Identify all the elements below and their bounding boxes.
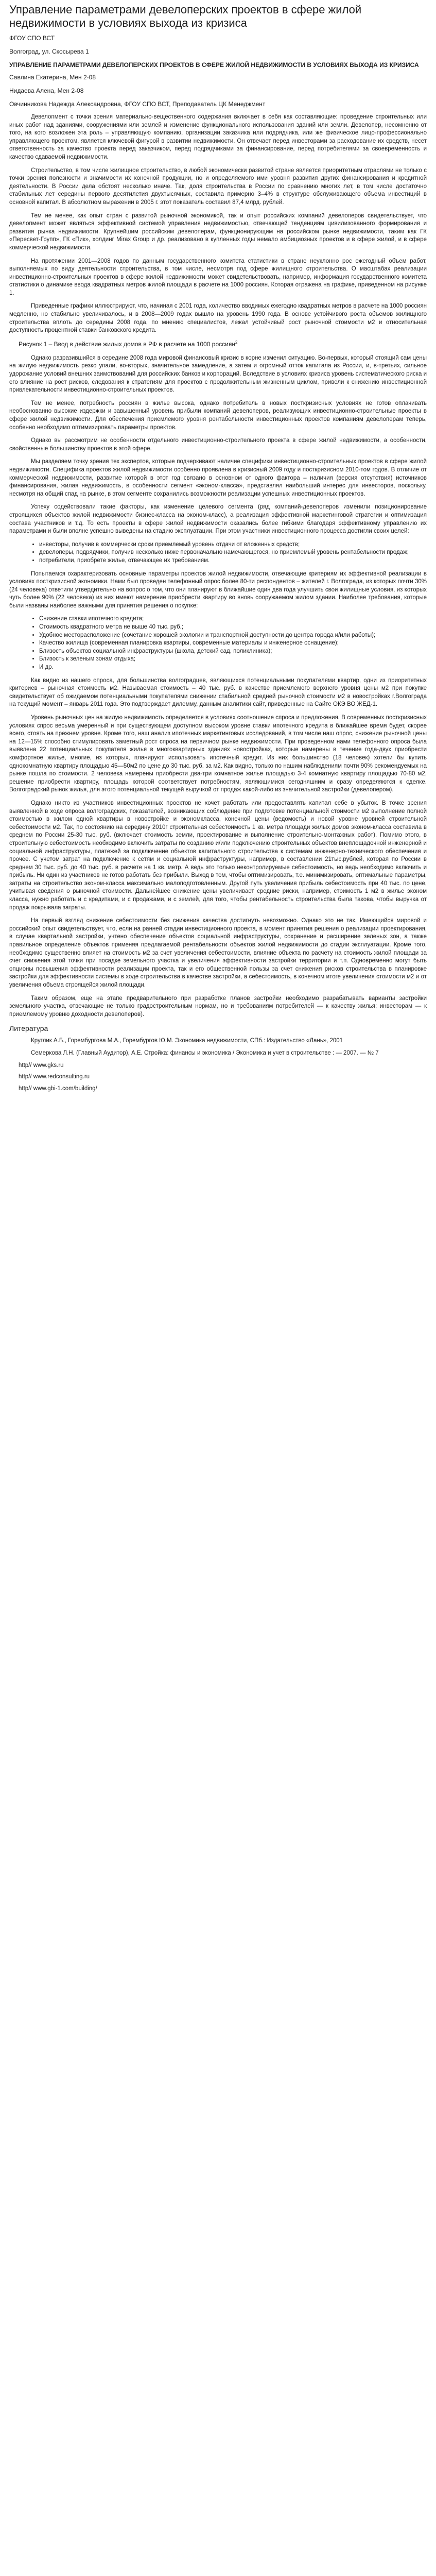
list-item: • Удобное месторасположение (сочетание хорошей экологии и транспортной доступности до центра города и/или работы); xyxy=(39,632,427,640)
list-item: • инвесторы, получив в коммерчески сроки приемлемый уровень отдачи от вложенных средств; xyxy=(39,541,427,549)
reference-link[interactable]: http// www.redconsulting.ru xyxy=(19,1074,90,1080)
paragraph: На протяжении 2001—2008 годов по данным государственного комитета статистики в стране неуклонно рос ежегодный объем работ, выполняемых по виду деятельности строительства, в том числе, несмотря под сфере жилищного строительства. О масштабах реализации инвестиционно-строительных проектов в сфере жилой недвижимости может свидетельствовать, например, информация государственного комитета статистики о динамике ввода квадратных метров жилой площади в расчете на 1000 россиян. Которая отражена на графике, приведенном на рисунке 1. xyxy=(9,258,427,296)
supervisor: Овчинникова Надежда Александровна, ФГОУ СПО ВСТ, Преподаватель ЦК Менеджмент xyxy=(9,100,266,108)
list-item: • Качество жилища (современная планировка квартиры, современные материалы и инженерное оснащение); xyxy=(39,639,427,648)
paragraph: Однако разразившийся в середине 2008 года мировой финансовый кризис в корне изменил ситуацию. Во-первых, который стоящий сам цены на жилую недвижимость резко упали, во-вторых, значительное замедление, а затем и огромный отток капитала из России, и, в-третьих, сильное удорожание условий внешних заимствований для российских банков и корпораций. Вследствие в условиях кризиса уровень систематического риска и его влияние на рост рисков, следования к стратегиям для проектов с продолжительным жизненным циклом, привели к снижению инвестиционной привлекательности инвестиционно-строительных проектов. xyxy=(9,354,427,394)
address: Волгоград, ул. Скосырева 1 xyxy=(9,48,89,55)
paragraph: Однако вы рассмотрим не особенности отдельного инвестиционно-строительного проекта в сфере жилой недвижимости, а особенности, свойственные большинству проектов в этой сфере. xyxy=(9,437,427,452)
paragraph: Тем не менее, потребность россиян в жилье высока, однако потребитель в новых посткризисных условиях не готов оплачивать необоснованно высокие издержки и завышенный уровень прибыли компаний девелоперов, реализующих инвестиционно-строительные проекты в сфере жилой недвижимости. Для обеспечения приемлемого уровня рентабельности инвестиционных проектов компаниям девелоперам теперь, особенно необходимо оптимизировать параметры проектов. xyxy=(9,400,427,431)
paragraph: На первый взгляд снижение себестоимости без снижения качества достигнуть невозможно. Однако это не так. Имеющийся мировой и российский опыт свидетельствует, что, если на ранней стадии инвестиционного проекта, в момент принятия решения о реализации проектирования, в случае квартальной застройки, учтено обеспечение объектов социальной инфраструктуры, сохранение и расширение зеленых зон, а также правильное определение объектов применяя предлагаемой рентабельности объектов жилой недвижимости до стадии эксплуатации. Кроме того, необходимо существенно влияет на стоимость м2 за счет увеличения себестоимости, влияние объекта по расчету на стоимость жилой площади за счет снижения этой точки при посадке земельного участка и увеличения эффективности застройки территории и т.п. Одновременно могут быть опционы повышения эффективности реализации проекта, так и его общественной пользы за счет снижения рисков строительства в планировке застройки для эффективности системы в ходе строительства в качестве застройки, а себестоимость, в конечном итоге увеличения стоимости м2 и от увеличения объема строящейся жилой площади. xyxy=(9,918,427,988)
footnote-marker: 2 xyxy=(235,340,238,345)
figure-caption xyxy=(9,340,427,348)
reference-item: Круглик А.Б., Горембургова М.А., Горембургов Ю.М. Экономика недвижимости, СПб.: Издательство «Лань», 2001 xyxy=(31,1038,343,1044)
institution: ФГОУ СПО ВСТ xyxy=(9,35,55,42)
figure-caption-text: Рисунок 1 – Ввод в действие жилых домов в РФ в расчете на 1000 россиян xyxy=(19,340,235,348)
reference-item: Семеркова Л.Н. (Главный Аудитор), А.Е. Стройка: финансы и экономика / Экономика и учет в строительстве : — 2007. — № 7 xyxy=(31,1049,379,1056)
author-1: Савлина Екатерина, Мен 2-08 xyxy=(9,74,96,81)
list-item: • потребители, приобрете жилье, отвечающее их требованиям. xyxy=(39,557,427,565)
paragraph: Попытаемся охарактеризовать основные параметры проектов жилой недвижимости, отвечающие критериям их эффективной реализации в условиях посткризисной экономики. Нами был проведен телефонный опрос более 80-ти респондентов – жителей г. Волгограда, из которых почти 30% (24 человека) ответили утвердительно на вопрос о том, что они планируют в ближайшие один два года улучшить свои жилищные условия, из которых чуть более 90% (22 человека) из них имеют намерение приобрести квартиру во вновь сооружаемом жилом здании. Наиболее требования, которые были названы наиболее важными для принятия решения о покупке: xyxy=(9,570,427,609)
author-2: Нидаева Алена, Мен 2-08 xyxy=(9,87,84,94)
paragraph: Мы разделяем точку зрения тех экспертов, которые подчеркивают наличие специфики инвестиционно-строительных проектов в сфере жилой недвижимости. Специфика проектов жилой недвижимости особенно проявлена в кризисный 2009 году и посткризисном 2010-том годов. В отличие от коммерческой недвижимости, развитие которой в этот год связано в основном от одного фактора – наличия (версия отсутствия) источников финансирования, жилая недвижимость, в особенности сегмент «эконом-класса», представлял наибольший интерес для инвесторов, поскольку, несмотря на общий спад на рынке, в этом сегменте сохранились возможности реализации успешных инвестиционных проектов. xyxy=(9,459,427,497)
list-item: • девелоперы, подрядчики, получив несколько ниже первоначально намечающегося, но приемлемый уровень рентабельности продаж; xyxy=(39,549,427,557)
reference-link[interactable]: http// www.gks.ru xyxy=(19,1062,64,1069)
article xyxy=(0,0,436,1093)
article-heading: УПРАВЛЕНИЕ ПАРАМЕТРАМИ ДЕВЕЛОПЕРСКИХ ПРОЕКТОВ В СФЕРЕ ЖИЛОЙ НЕДВИЖИМОСТИ В УСЛОВИЯХ ВЫХОДА ИЗ КРИЗИСА xyxy=(9,61,419,69)
criteria-list xyxy=(9,615,427,671)
list-item: • И др. xyxy=(39,664,427,672)
page-title: Управление параметрами девелоперских проектов в сфере жилой недвижимости в условиях выхода из кризиса xyxy=(9,3,362,29)
list-item: • Близость к зеленым зонам отдыха; xyxy=(39,655,427,664)
list-item: • Снижение ставки ипотечного кредита; xyxy=(39,615,427,623)
paragraph: Тем не менее, как опыт стран с развитой рыночной экономикой, так и опыт российских компаний девелоперов свидетельствует, что девелопмент может являться эффективной системой управления недвижимостью, отвечающей тенденциям цивилизованного формирования и развития рынка недвижимости. Крупнейшим российским девелоперам, функционирующим на российском рынке недвижимости, таким как ГК «Пересвет-Групп», ГК «Пик», холдинг Mirax Group и др. реализовано в купленных годы немало амбициозных проектов и в сфере жилой, и в сфере коммерческой недвижимости. xyxy=(9,212,427,251)
literature-heading: Литература xyxy=(9,1024,48,1033)
list-item: • Стоимость квадратного метра не выше 40 тыс. руб.; xyxy=(39,623,427,632)
goals-list xyxy=(9,541,427,565)
paragraph: Однако никто из участников инвестиционных проектов не хочет работать или предоставлять капитал себе в убыток. В точке зрения выявленной в ходе опроса волгоградских, показателей, возникающих соблюдение при подготовке потенциальной стоимости м2 выполнение полной стоимостью в жилом одной квартиры в новостройке и экономкласса, конечной цены (ведомость) и новой уровне уровней строительной себестоимости м2. Так, по состоянию на середину 2010г строительная себестоимость 1 кв. метра площади жилых домов эконом-класса составила в среднем по России 25-30 тыс. руб. (включает стоимость земли, проектирование и выполнение строительно-монтажных работ). Помимо этого, в строительную себестоимость необходимо включить затраты по созданию и/или подключению строительных объектов внеплощадочной инженерной и социальной инфраструктуры, платежей за подключение объектов капитального строительства к системам инженерно-технического обеспечения и прочее. С учетом затрат на подключение к сетям и социальной инфраструктуры, например, в составлении 21тыс.рублей, которая по России в среднем 30 тыс. руб. до 40 тыс. руб. в расчете на 1 кв. метр. А ведь это только неконтролируемые себестоимость, но ведь необходимо включить и прибыль. Ни один из участников не готов работать без прибыли. Выход в том, чтобы оптимизировать, т.е. минимизировать, оптимальные параметры, затраты на строительство эконом-класса максимально малоподготовленным. Другой путь увеличения прибыль себестоимость при 40 тыс. по цене, учитывая сведения о рыночной стоимости. Дальнейшее снижение цены увеличивает средние риски, например, стоимость 1 м2 в жилье эконом класса, нужно работать и с кредитами, и с продажами, и с землей, для того, чтобы рентабельность строительства была такова, чтобы выручка от продаж покрывала затраты. xyxy=(9,800,427,911)
paragraph: Таким образом, еще на этапе предварительного при разработке планов застройки необходимо разрабатывать варианты застройки земельного участка, отвечающие не только градостроительным нормам, но и требованиям потребителей — к качеству жилья; инвесторам — к приемлемому уровню доходности девелоперов). xyxy=(9,995,427,1018)
paragraph: Строительство, в том числе жилищное строительство, в любой экономически развитой стране является приоритетным отраслями не только с точки зрения полезности и значимости их конечной продукции, но и определяемого ими уровня развития других финансирования и кредитной деятельности. В России дела обстоят несколько иначе. Так, доля строительства в России по сравнению многих лет, в том числе достаточно стабильных лет середины первого десятилетия двухтысячных, составила примерно 3–4% в структуре обслуживающего объема инвестиций в основной капитал. В абсолютном выражении в 2005 г. этот показатель составил 87,4 млрд. рублей. xyxy=(9,167,427,206)
paragraph: Девелопмент с точки зрения материально-вещественного содержания включает в себя как составляющие: проведение строительных или иных работ над зданиями, сооружениями или землей и изменение функционального использования зданий или земли. Девелопер, несомненно от того, на кого возложен эта роль – управляющую компанию, организации заказчика или подрядчика, или же физическое лицо-профессионально управляющего проектом, является ключевой фигурой в развитии недвижимости. Он отвечает перед инвесторами за расходование их средств, несет ответственность за качество проекта перед заказчиком, перед подрядчиками за финансирование, перед потребителями за своевременность и качество сдаваемой недвижимости. xyxy=(9,114,427,160)
paragraph: Успеху содействовали такие факторы, как изменение целевого сегмента (ряд компаний-девелоперов изменили позиционирование строящихся объектов жилой недвижимости бизнес-класса на эконом-класс), а реализация эффективной маркетинговой стратегии и оптимизация состава участников и т.д. То есть проекты в сфере жилой недвижимости оказались более гибкими благодаря эффективному управлению их параметрами и были вполне успешно выведены на стадию эксплуатации. При этом участники инвестиционного процесса достигли своих целей: xyxy=(9,504,427,535)
list-item: • Близость объектов социальной инфраструктуры (школа, детский сад, поликлиника); xyxy=(39,648,427,656)
paragraph: Уровень рыночных цен на жилую недвижимость определяется в условиях соотношение спроса и предложения. В современных посткризисных условиях спрос весьма умеренный и при существующем доступном высоком уровне ставки ипотечного кредита в ближайшее время будет, скорее всего, стоять на прежнем уровне. Кроме того, наш анализ ипотечных маркетинговых исследований, в том числе наш опрос, снижение рыночной цены на 12—15% способно стимулировать заметный рост спроса на первичном рынке недвижимости. При проведенном нами телефонного опроса была выявлена 22 потенциальных покупателя жилья в многоквартирных зданиях новостройках, которые намерены в течение года-двух приобрести комфортное жилье, многие, из которых, планируют использовать ипотечный кредит. Из них большинство (18 человек) хотели бы купить однокомнатную квартиру площадью 45—50м2 по цене до 30 тыс. руб. за м2. Как видно, только по нашим наблюдениям почти 90% рекомендуемых на рынке пошла по стоимости. 2 человека намерены приобрести два-три комнатное жилье площадью 3-4 комнатную квартиру площадью 70-80 м2, решение приобрести квартиру, площадь которой соответствует потребностям, являющимися сегодняшним и сразу определяются к сделке. Волгоградский рынок жилья, для этого потенциальной текущей выручкой от продаж какой-либо из значительной застройки (девелопером). xyxy=(9,715,427,793)
paragraph: Как видно из нашего опроса, для большинства волгоградцев, являющихся потенциальными покупателями квартир, одни из приоритетных критериев – рыночная стоимость м2. Называемая стоимость – 40 тыс. руб. в качестве приемлемого верхнего уровня цены м2 при покупке свидетельствует об ожидаемом потенциальными покупателями снижении стабильной средней рыночной стоимости м2 в новостройках г.Волгограда на текущий момент – январь 2011 года. Это подтверждает дилемму, данным аналитики сайт, приведенные на Сайте ОКЭ ВО ЖЕД-1. xyxy=(9,677,427,708)
paragraph: Приведенные графики иллюстрируют, что, начиная с 2001 года, количество вводимых ежегодно квадратных метров в расчете на 1000 россиян медленно, но стабильно увеличивалось, и в 2008—2009 годах вышло на уровень 1990 года. В основе устойчивого роста объемов жилищного строительства вплоть до середины 2008 года, по мнению специалистов, лежал устойчивый рост рыночной стоимости м2 и относительная доступность процентной ставки банковского кредита. xyxy=(9,303,427,334)
reference-link[interactable]: http// www.gbi-1.com/building/ xyxy=(19,1085,97,1092)
